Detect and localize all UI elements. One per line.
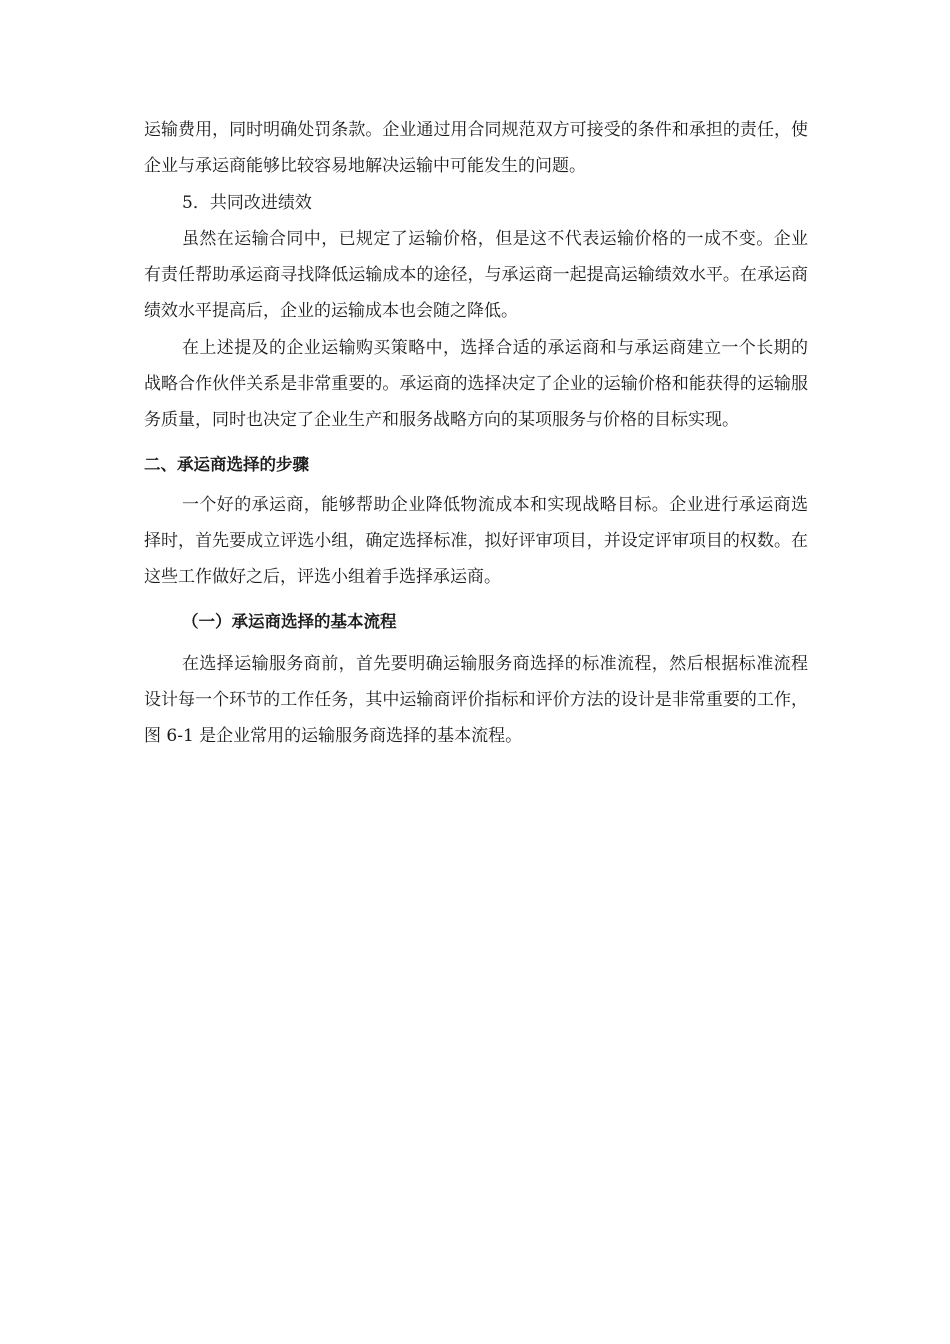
subsection-heading-basic-process: （一）承运商选择的基本流程 [182,611,397,631]
document-body [144,112,808,754]
list-item-improve-performance: 5．共同改进绩效 [182,192,312,213]
paragraph-contract-terms: 运输费用，同时明确处罚条款。企业通过用合同规范双方可接受的条件和承担的责任，使企业与承运商能够比较容易地解决运输中可能发生的问题。 [144,120,808,177]
paragraph-good-carrier: 一个好的承运商，能够帮助企业降低物流成本和实现战略目标。企业进行承运商选择时，首先要成立评选小组，确定选择标准，拟好评审项目，并设定评审项目的权数。在这些工作做好之后，评选小组着手选择承运商。 [144,494,808,588]
paragraph-transport-price: 虽然在运输合同中，已规定了运输价格，但是这不代表运输价格的一成不变。企业有责任帮助承运商寻找降低运输成本的途径，与承运商一起提高运输绩效水平。在承运商绩效水平提高后，企业的运输成本也会随之降低。 [144,228,808,322]
section-heading-carrier-selection-steps: 二、承运商选择的步骤 [144,454,309,474]
paragraph-purchase-strategy: 在上述提及的企业运输购买策略中，选择合适的承运商和与承运商建立一个长期的战略合作伙伴关系是非常重要的。承运商的选择决定了企业的运输价格和能获得的运输服务质量，同时也决定了企业生产和服务战略方向的某项服务与价格的目标实现。 [144,337,808,431]
paragraph-selection-process: 在选择运输服务商前，首先要明确运输服务商选择的标准流程，然后根据标准流程设计每一个环节的工作任务，其中运输商评价指标和评价方法的设计是非常重要的工作，图 6-1 是企业常用的运输服务商选择的基本流程。 [144,653,808,747]
